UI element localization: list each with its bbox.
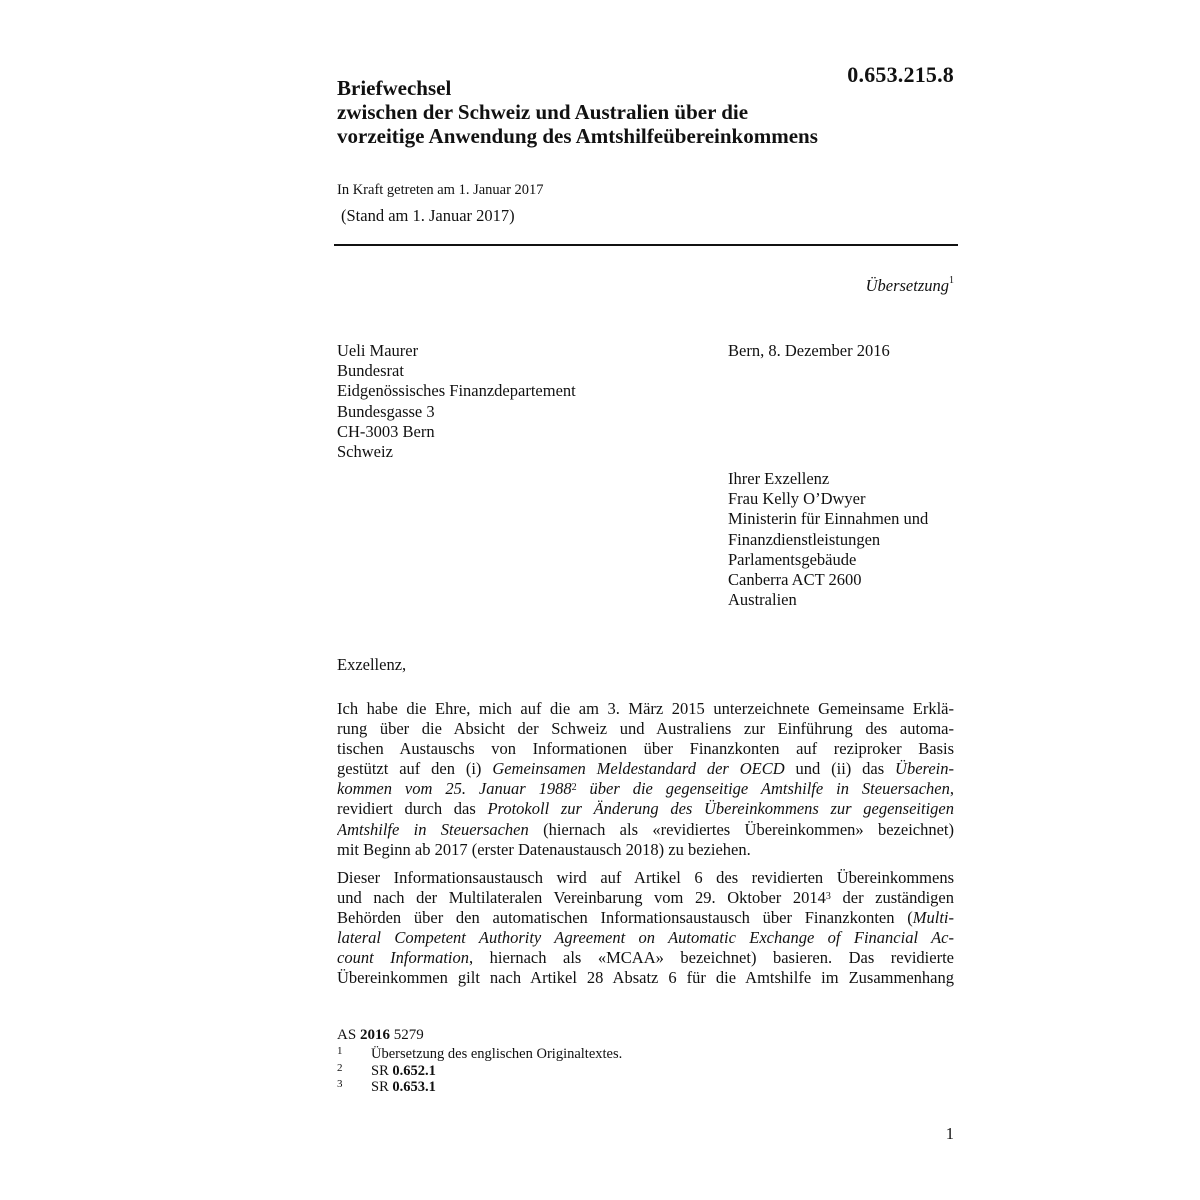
text-run: Überein- <box>895 759 954 779</box>
text-run: Behörden über den automatischen Informationsaustausch über Finanzkonten ( <box>337 907 913 927</box>
footnote-ref: 2 <box>571 782 577 794</box>
footnotes <box>337 1046 622 1096</box>
sender-line: Bundesrat <box>337 361 404 381</box>
text-run: (hiernach als «revidiertes Übereinkommen» bezeichnet) <box>528 819 954 839</box>
in-force-date: In Kraft getreten am 1. Januar 2017 <box>337 182 544 198</box>
text-line: mit Beginn ab 2017 (erster Datenaustausch 2018) zu beziehen. <box>337 839 751 859</box>
sender-line: Bundesgasse 3 <box>337 401 435 421</box>
page-number: 1 <box>945 1124 954 1143</box>
text-line: Übereinkommen gilt nach Artikel 28 Absatz 6 für die Amtshilfe im Zusammenhang <box>337 968 954 988</box>
translation-label: Übersetzung <box>865 276 949 295</box>
text-line: rung über die Absicht der Schweiz und Australiens zur Einführung des automa- <box>337 719 954 739</box>
footnote-number: 2 <box>337 1061 343 1074</box>
footnote <box>337 1046 622 1063</box>
text-line <box>337 779 954 799</box>
translation-note <box>866 276 954 296</box>
recipient-line: Frau Kelly O’Dwyer <box>728 489 866 509</box>
recipient-address <box>728 469 928 610</box>
title-line: Briefwechsel <box>337 76 452 100</box>
footnote-sr: 0.652.1 <box>392 1062 436 1079</box>
recipient-line: Australien <box>728 590 797 610</box>
text-line <box>337 888 954 908</box>
sender-address <box>337 341 576 462</box>
paragraph <box>337 699 954 860</box>
text-run: Amtshilfe in Steuersachen <box>337 819 529 839</box>
sender-line: Eidgenössisches Finanzdepartement <box>337 381 576 401</box>
footnote <box>337 1079 622 1096</box>
text-run: gestützt auf den (i) <box>337 759 493 779</box>
footnote-ref: 1 <box>949 275 954 286</box>
text-run: Protokoll zur Änderung des Übereinkommens zur gegenseitigen <box>487 799 954 819</box>
status-date: (Stand am 1. Januar 2017) <box>341 206 515 225</box>
footnote-ref: 3 <box>825 890 831 902</box>
recipient-line: Ihrer Exzellenz <box>728 469 830 488</box>
place-date: Bern, 8. Dezember 2016 <box>728 341 890 360</box>
text-line: lateral Competent Authority Agreement on Automatic Exchange of Financial Ac- <box>337 928 954 948</box>
recipient-line: Canberra ACT 2600 <box>728 570 862 590</box>
text-run: , <box>949 779 954 799</box>
text-line: Ich habe die Ehre, mich auf die am 3. März 2015 unterzeichnete Gemeinsame Erklä- <box>337 699 954 718</box>
text-run: kommen vom 25. Januar 1988 <box>337 779 572 799</box>
text-line: tischen Austauschs von Informationen über Finanzkonten auf reziproker Basis <box>337 739 954 759</box>
footnote-text <box>337 1079 436 1095</box>
text-run: Multi- <box>912 907 954 927</box>
footnote-number: 3 <box>337 1078 343 1090</box>
text-run: , hiernach als «MCAA» bezeichnet) basieren. Das revidierte <box>469 948 954 968</box>
as-reference <box>337 1027 424 1044</box>
recipient-line: Parlamentsgebäude <box>728 549 857 569</box>
text-line <box>337 908 954 928</box>
sender-line: Schweiz <box>337 442 393 462</box>
paragraph-gap <box>337 860 954 868</box>
text-run: über die gegenseitige Amtshilfe in Steuersachen <box>576 779 950 799</box>
header-divider <box>334 244 958 246</box>
text-run: Gemeinsamen Meldestandard der OECD <box>492 759 785 779</box>
paragraph <box>337 868 954 989</box>
text-line: Dieser Informationsaustausch wird auf Artikel 6 des revidierten Übereinkommens <box>337 867 954 887</box>
recipient-line: Finanzdienstleistungen <box>728 529 881 549</box>
text-run: revidiert durch das <box>337 799 488 819</box>
footnote-prefix: SR <box>371 1079 393 1095</box>
sender-line: Ueli Maurer <box>337 341 419 360</box>
salutation: Exzellenz, <box>337 655 407 674</box>
as-year: 2016 <box>359 1027 390 1043</box>
text-run: und nach der Multilateralen Vereinbarung vom 29. Oktober 2014 <box>337 887 826 907</box>
title-line: vorzeitige Anwendung des Amtshilfeübereinkommens <box>337 124 818 148</box>
as-prefix: AS <box>337 1027 360 1043</box>
footnote-text: Übersetzung des englischen Originaltextes. <box>371 1046 623 1062</box>
text-line <box>337 820 954 840</box>
document-title <box>337 76 937 148</box>
sender-line: CH-3003 Bern <box>337 421 435 441</box>
sr-number: 0.653.215.8 <box>847 62 954 87</box>
letter-body <box>337 699 954 988</box>
text-line <box>337 799 954 819</box>
text-run: count Information <box>337 948 470 968</box>
footnote-text <box>337 1063 436 1079</box>
text-line <box>337 759 954 779</box>
footnote-number: 1 <box>337 1045 343 1057</box>
footnote-sr: 0.653.1 <box>392 1079 436 1095</box>
recipient-line: Ministerin für Einnahmen und <box>728 509 929 529</box>
footnote-prefix: SR <box>371 1062 393 1079</box>
text-run: der zuständigen <box>830 887 954 907</box>
text-run: und (ii) das <box>784 759 896 779</box>
title-line: zwischen der Schweiz und Australien über die <box>337 100 749 124</box>
text-line <box>337 948 954 968</box>
footnote <box>337 1063 622 1080</box>
as-page: 5279 <box>389 1027 424 1043</box>
